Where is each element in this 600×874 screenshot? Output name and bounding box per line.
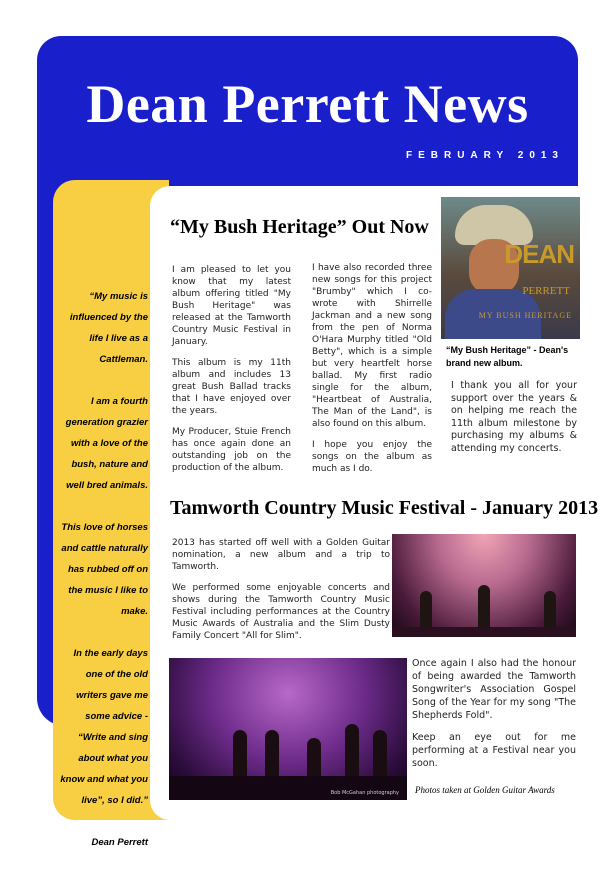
newsletter-title: Dean Perrett News [86,74,529,134]
performer-silhouette [265,730,279,778]
performer-silhouette [345,724,359,778]
performer-silhouette [373,730,387,778]
paragraph: I am pleased to let you know that my latest album offering titled "My Bush Heritage" was released at the Tamworth Country Music Festival in January. [172,265,291,347]
performer-silhouette [233,730,247,778]
quote-paragraph: I am a fourth generation grazier with a love of the bush, nature and well bred animals. [65,396,148,491]
album-cover-surname: PERRETT [522,285,570,297]
stage-floor [392,627,576,637]
paragraph: I have also recorded three new songs for this project "Brumby" which I co-wrote with Shirrelle Jackman and a new song from the pen of Norma O'Hara Murphy titled "Old Betty", which is a simple but very heartfelt horse ballad. My first radio single for the album, "Heartbeat of Australia, The Man of the Land", is also found on this album. [312,263,432,429]
issue-date: FEBRUARY 2013 [405,150,564,161]
quote-paragraph: This love of horses and cattle naturally has rubbed off on the music I like to make. [61,522,148,617]
album-cover-artist: DEAN [504,239,574,269]
article1-column2 [312,262,432,484]
concert-photo-2 [169,658,407,800]
album-cover-image [441,197,580,339]
paragraph: This album is my 11th album and includes 13 great Bush Ballad tracks that I have enjoyed over the years. [172,358,291,416]
album-cover-title: MY BUSH HERITAGE [478,311,572,320]
sidebar-quote [60,286,148,874]
paragraph: I thank you all for your support over the years & on helping me reach the 11th album milestone by purchasing my albums & attending my concerts. [451,380,577,454]
photo-credit: Photos taken at Golden Guitar Awards [415,785,555,795]
stage-floor [169,776,407,800]
paragraph: 2013 has started off well with a Golden Guitar nomination, a new album and a trip to Tamworth. [172,538,390,572]
article1-title: “My Bush Heritage” Out Now [170,216,429,238]
paragraph: I hope you enjoy the songs on the album as much as I do. [312,440,432,474]
article2-right-text [412,657,576,779]
paragraph: Once again I also had the honour of being awarded the Tamworth Songwriter's Association Gospel Song of the Year for my song "The Shepherds Fold". [412,658,576,721]
quote-paragraph: “My music is influenced by the life I live as a Cattleman. [69,291,148,365]
paragraph: We performed some enjoyable concerts and shows during the Tamworth Country Music Festival including performances at the Country Music Awards of Australia and the Slim Dusty Family Concert "All for Slim". [172,583,390,641]
quote-paragraph: In the early days one of the old writers gave me some advice - “Write and sing about what you know and what you live”, so I did.” [60,648,148,806]
performer-silhouette [478,585,490,627]
concert-photo-1 [392,534,576,637]
paragraph: My Producer, Stuie French has once again done an outstanding job on the production of the album. [172,427,291,473]
performer-silhouette [420,591,432,627]
performer-silhouette [307,738,321,778]
performer-silhouette [544,591,556,627]
paragraph: Keep an eye out for me performing at a Festival near you soon. [412,732,576,769]
photographer-credit: Bob McGahan photography [330,790,399,796]
article1-column1 [172,264,291,483]
quote-author: Dean Perrett [91,837,148,848]
album-caption: “My Bush Heritage” - Dean's brand new album. [446,345,569,368]
article2-body [172,537,390,651]
article2-title: Tamworth Country Music Festival - January 2013 [170,497,599,519]
article1-column3 [451,380,577,464]
